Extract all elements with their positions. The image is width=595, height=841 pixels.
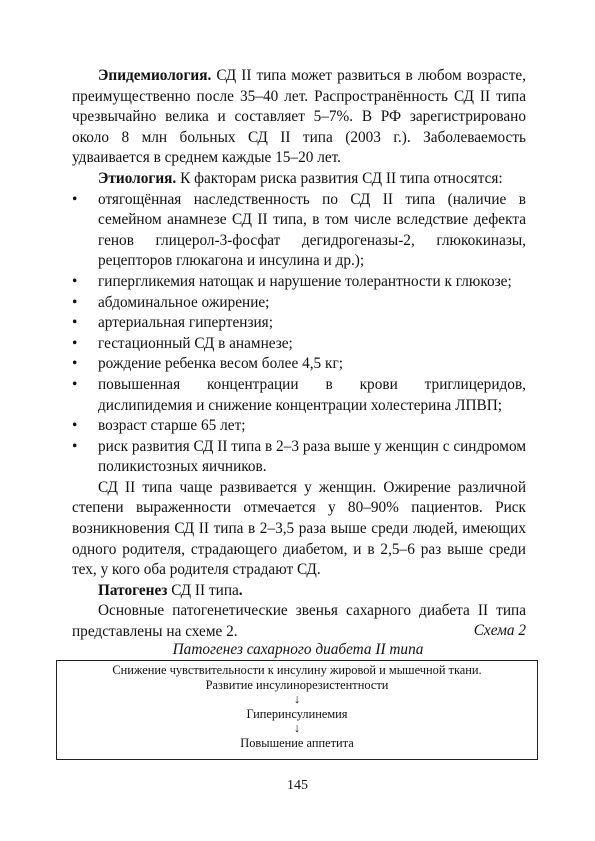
list-item bbox=[72, 190, 526, 272]
list-item-text: гестационный СД в анамнезе; bbox=[98, 334, 293, 352]
list-item-text: гипергликемия натощак и нарушение толерантности к глюкозе; bbox=[98, 272, 512, 290]
epidemiology-paragraph bbox=[72, 66, 526, 169]
pathogenesis-term: Патогенез bbox=[98, 581, 168, 599]
list-item-text: риск развития СД II типа в 2–3 раза выше у женщин с синдромом поликистозных яичников. bbox=[98, 437, 526, 476]
bullet-icon: • bbox=[72, 190, 78, 208]
etiology-text: К факторам риска развития СД II типа относятся: bbox=[176, 169, 503, 187]
bullet-icon: • bbox=[72, 272, 78, 290]
list-item bbox=[72, 354, 526, 375]
page-number: 145 bbox=[287, 778, 308, 793]
bullet-icon: • bbox=[72, 437, 78, 455]
schema-label: Схема 2 bbox=[473, 622, 526, 639]
list-item bbox=[72, 437, 526, 478]
arrow-down-icon: ↓ bbox=[293, 692, 301, 707]
main-text bbox=[72, 66, 526, 643]
arrow-down-icon: ↓ bbox=[293, 721, 301, 736]
list-item bbox=[72, 416, 526, 437]
list-item-text: абдоминальное ожирение; bbox=[98, 293, 270, 311]
schema-step-3: Повышение аппетита bbox=[240, 735, 354, 750]
etiology-paragraph bbox=[72, 169, 526, 190]
epidemiology-term: Эпидемиология. bbox=[98, 67, 212, 84]
bullet-icon: • bbox=[72, 293, 78, 311]
schema-reference-paragraph: Основные патогенетические звенья сахарного диабета II типа представлены на схеме 2. bbox=[72, 602, 526, 641]
bullet-icon: • bbox=[72, 334, 78, 352]
schema-title: Патогенез сахарного диабета II типа bbox=[172, 641, 424, 658]
prevalence-paragraph: СД II типа чаще развивается у женщин. Ожирение различной степени выраженности отмечается у 80–90% пациентов. Риск возникновения СД II типа в 2–3,5 раза выше среди людей, имеющих одного родителя, страдающего диабетом, и в 2,5–6 раз выше среди тех, у кого оба родителя страдают СД. bbox=[72, 478, 526, 579]
list-item-text: возраст старше 65 лет; bbox=[98, 417, 246, 435]
epidemiology-text: СД II типа может развиться в любом возрасте, преимущественно после 35–40 лет. Распространённость СД II типа чрезвычайно велика и составляет 5–7%. В РФ зарегистрировано около 8 млн больных СД II типа (2003 г.). Заболеваемость удваивается в среднем каждые 15–20 лет. bbox=[72, 67, 526, 167]
pathogenesis-heading bbox=[72, 581, 526, 602]
schema-step-1-line-2: Развитие инсулинорезистентности bbox=[205, 677, 389, 692]
schema-box bbox=[56, 660, 538, 760]
list-item bbox=[72, 334, 526, 355]
list-item-text: отягощённая наследственность по СД II типа (наличие в семейном анамнезе СД II типа, в том числе вследствие дефекта генов глицерол-3-фосфат дегидрогеназы-2, глюкокиназы, рецепторов глюкагона и инсулина и др.); bbox=[98, 190, 526, 270]
risk-factor-list bbox=[72, 190, 526, 478]
pathogenesis-period: . bbox=[238, 581, 243, 599]
list-item-text: артериальная гипертензия; bbox=[98, 314, 273, 332]
schema-step-2: Гиперинсулинемия bbox=[246, 706, 348, 721]
etiology-term: Этиология. bbox=[98, 169, 177, 187]
pathogenesis-text: СД II типа bbox=[167, 581, 239, 599]
list-item-text: рождение ребенка весом более 4,5 кг; bbox=[98, 355, 343, 373]
bullet-icon: • bbox=[72, 314, 78, 332]
list-item bbox=[72, 293, 526, 314]
bullet-icon: • bbox=[72, 355, 78, 373]
list-item bbox=[72, 313, 526, 334]
list-item bbox=[72, 375, 526, 416]
list-item bbox=[72, 272, 526, 293]
bullet-icon: • bbox=[72, 375, 78, 393]
list-item-text: повышенная концентрации в крови триглицеридов, дислипидемия и снижение концентрации холестерина ЛПВП; bbox=[98, 375, 526, 414]
bullet-icon: • bbox=[72, 417, 78, 435]
schema-step-1-line-1: Снижение чувствительности к инсулину жировой и мышечной ткани. bbox=[112, 663, 482, 677]
